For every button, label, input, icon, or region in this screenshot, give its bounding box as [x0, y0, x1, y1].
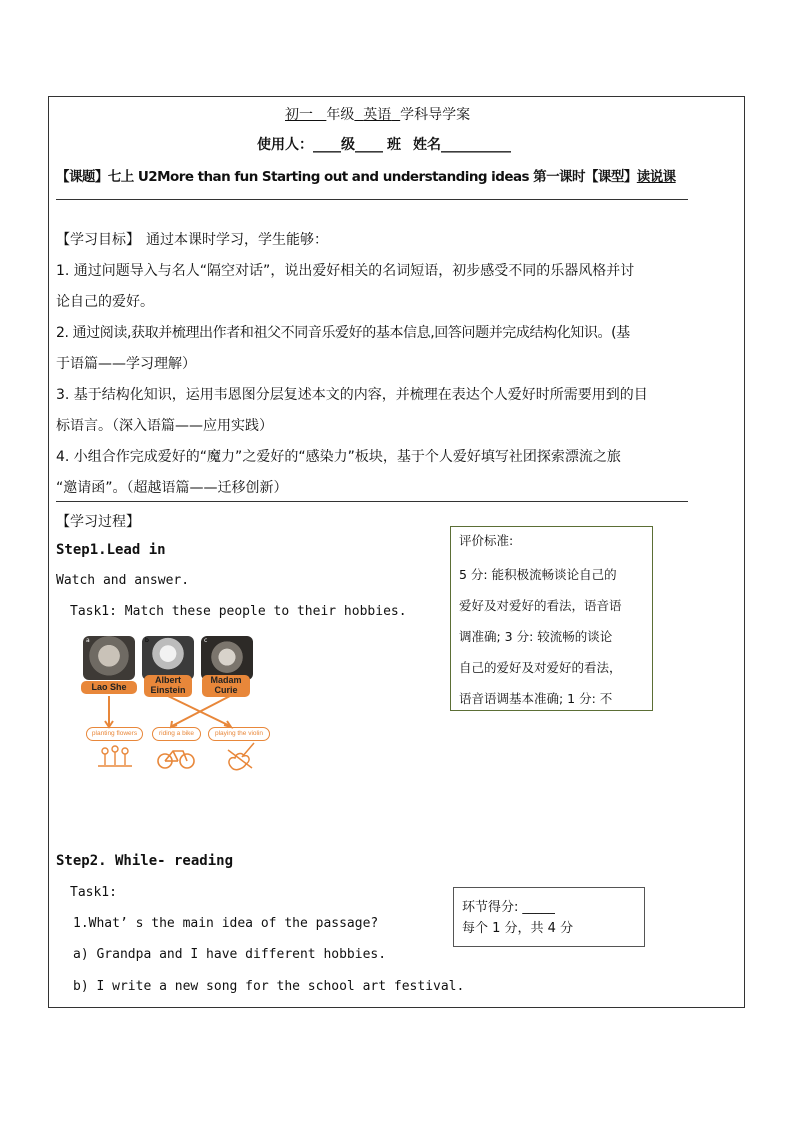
step2-task: Task1:	[70, 885, 117, 900]
objective-3-line-2: 标语言。（深入语篇——应用实践）	[56, 418, 273, 434]
question-1: 1.What’ s the main idea of the passage?	[73, 916, 379, 931]
lao-she-label: Lao She	[81, 681, 137, 694]
step1-title: Step1.Lead in	[56, 542, 166, 558]
score-rule: 每个 1 分，共 4 分	[462, 921, 574, 936]
divider	[56, 199, 688, 200]
divider	[56, 501, 688, 502]
objectives-heading: 【学习目标】 通过本课时学习，学生能够：	[56, 232, 328, 248]
objective-4-line-2: “邀请函”。（超越语篇——迁移创新）	[56, 480, 288, 496]
step1-instruction: Watch and answer.	[56, 573, 190, 588]
step1-task: Task1: Match these people to their hobbies.	[70, 604, 407, 619]
option-a: a) Grandpa and I have different hobbies.	[73, 947, 387, 962]
objective-1-line-1: 1. 通过问题导入与名人“隔空对话”，说出爱好相关的名词短语，初步感受不同的乐器风格并讨	[56, 263, 635, 279]
lesson-topic-line: 【课题】七上 U2More than fun Starting out and understanding ideas 第一课时【课型】读说课	[56, 169, 676, 185]
evaluation-title: 评价标准:	[459, 533, 514, 548]
label-letter-b: b	[145, 637, 149, 644]
violin-icon	[224, 740, 258, 772]
option-b: b) I write a new song for the school art festival.	[73, 979, 465, 994]
user-info-line: 使用人：____级____ 班 姓名__________	[257, 137, 511, 153]
bike-icon	[156, 745, 196, 771]
evaluation-line-5: 语音语调基本准确; 1 分: 不	[459, 691, 613, 706]
lao-she-photo	[83, 636, 135, 680]
score-label-line: 环节得分: _____	[462, 900, 555, 915]
hobby-planting-flowers: planting flowers	[86, 727, 143, 741]
label-letter-a: a	[86, 637, 90, 644]
evaluation-line-2: 爱好及对爱好的看法，语音语	[459, 598, 622, 613]
objective-4-line-1: 4. 小组合作完成爱好的“魔力”之爱好的“感染力”板块，基于个人爱好填写社团探索漂流之旅	[56, 449, 621, 465]
hobby-playing-the-violin: playing the violin	[208, 727, 270, 741]
flower-icon	[95, 743, 135, 771]
evaluation-line-3: 调准确; 3 分: 较流畅的谈论	[459, 629, 613, 644]
evaluation-line-1: 5 分: 能积极流畅谈论自己的	[459, 567, 617, 582]
curie-photo	[201, 636, 253, 680]
objective-1-line-2: 论自己的爱好。	[56, 294, 154, 310]
evaluation-criteria-box	[450, 526, 653, 711]
evaluation-line-4: 自己的爱好及对爱好的看法，	[459, 660, 622, 675]
score-blank[interactable]: _____	[522, 900, 555, 915]
page-title: 初一 年级 英语 学科导学案	[285, 107, 471, 123]
objective-3-line-1: 3. 基于结构化知识，运用韦恩图分层复述本文的内容，并梳理在表达个人爱好时所需要用到的目	[56, 387, 648, 403]
label-letter-c: c	[204, 637, 208, 644]
objective-2-line-2: 于语篇——学习理解）	[56, 356, 196, 372]
process-heading: 【学习过程】	[56, 514, 140, 530]
einstein-label: Albert Einstein	[144, 675, 192, 697]
step2-title: Step2. While- reading	[56, 853, 234, 869]
hobby-riding-a-bike: riding a bike	[152, 727, 201, 741]
curie-label: Madam Curie	[202, 675, 250, 697]
einstein-photo	[142, 636, 194, 680]
objective-2-line-1: 2. 通过阅读,获取并梳理出作者和祖父不同音乐爱好的基本信息,回答问题并完成结构化知识。(基	[56, 325, 630, 341]
